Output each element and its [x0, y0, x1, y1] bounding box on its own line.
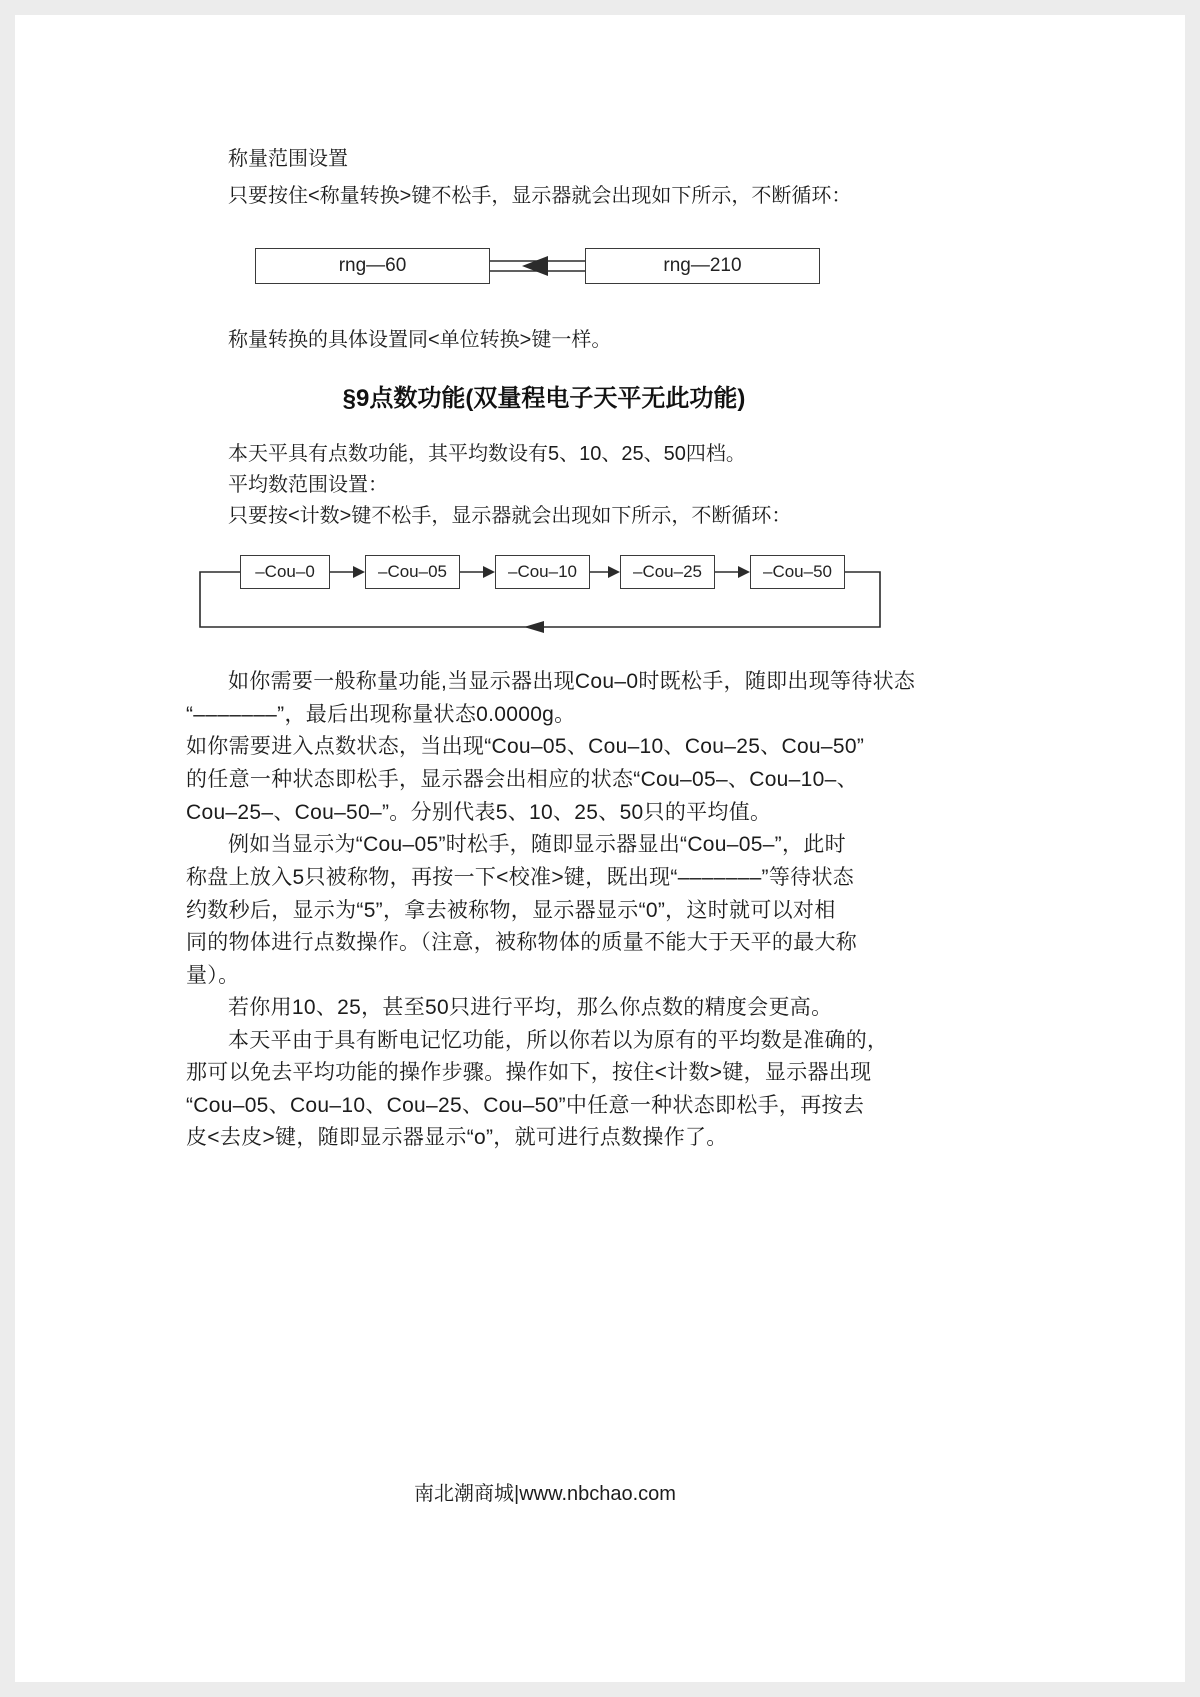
- paragraph-line: 例如当显示为“Cou–05”时松手，随即显示器显出“Cou–05–”，此时: [228, 833, 846, 856]
- paragraph-line: 的任意一种状态即松手，显示器会出相应的状态“Cou–05–、Cou–10–、: [186, 768, 858, 791]
- paragraph-line: 如你需要一般称量功能,当显示器出现Cou–0时既松手，随即出现等待状态: [228, 670, 916, 693]
- paragraph-line: “Cou–05、Cou–10、Cou–25、Cou–50”中任意一种状态即松手，再按去: [186, 1094, 865, 1117]
- flow-box-cou-50: –Cou–50: [750, 555, 845, 589]
- flow-box-cou-0: –Cou–0: [240, 555, 330, 589]
- cou-cycle-arrows-icon: [0, 555, 1200, 635]
- paragraph-line: 若你用10、25，甚至50只进行平均，那么你点数的精度会更高。: [228, 996, 833, 1019]
- rng-cycle-diagram: [0, 248, 1200, 288]
- weighing-conversion-note: 称量转换的具体设置同<单位转换>键一样。: [228, 329, 612, 351]
- flow-box-rng-210: rng—210: [585, 248, 820, 284]
- paragraph-line: “–––––––”，最后出现称量状态0.0000g。: [186, 703, 576, 726]
- paragraph-line: Cou–25–、Cou–50–”。分别代表5、10、25、50只的平均值。: [186, 801, 772, 824]
- weighing-range-setting-label: 称量范围设置: [228, 148, 348, 170]
- paragraph-line: 量）。: [186, 964, 240, 987]
- cou-cycle-diagram: [0, 555, 1200, 635]
- flow-box-cou-25: –Cou–25: [620, 555, 715, 589]
- paragraph-line: 皮<去皮>键，随即显示器显示“o”，就可进行点数操作了。: [186, 1126, 728, 1149]
- paragraph-line: 那可以免去平均功能的操作步骤。操作如下，按住<计数>键，显示器出现: [186, 1061, 872, 1084]
- section-heading: §9点数功能(双量程电子天平无此功能): [342, 385, 746, 412]
- counting-feature-line: 本天平具有点数功能，其平均数设有5、10、25、50四档。: [228, 443, 746, 465]
- flow-box-cou-10: –Cou–10: [495, 555, 590, 589]
- flow-box-cou-05: –Cou–05: [365, 555, 460, 589]
- footer-watermark: 南北潮商城|www.nbchao.com: [414, 1483, 676, 1505]
- counting-key-instruction: 只要按<计数>键不松手，显示器就会出现如下所示，不断循环：: [228, 505, 792, 527]
- paragraph-line: 同的物体进行点数操作。（注意，被称物体的质量不能大于天平的最大称: [186, 931, 858, 954]
- paragraph-line: 约数秒后，显示为“5”，拿去被称物，显示器显示“0”，这时就可以对相: [186, 899, 836, 922]
- paragraph-line: 如你需要进入点数状态，当出现“Cou–05、Cou–10、Cou–25、Cou–50”: [186, 735, 865, 758]
- weighing-range-instruction: 只要按住<称量转换>键不松手，显示器就会出现如下所示，不断循环：: [228, 185, 852, 207]
- flow-box-rng-60: rng—60: [255, 248, 490, 284]
- paragraph-line: 本天平由于具有断电记忆功能，所以你若以为原有的平均数是准确的，: [228, 1029, 889, 1052]
- average-range-label: 平均数范围设置：: [228, 474, 388, 496]
- paragraph-line: 称盘上放入5只被称物，再按一下<校准>键，既出现“–––––––”等待状态: [186, 866, 855, 889]
